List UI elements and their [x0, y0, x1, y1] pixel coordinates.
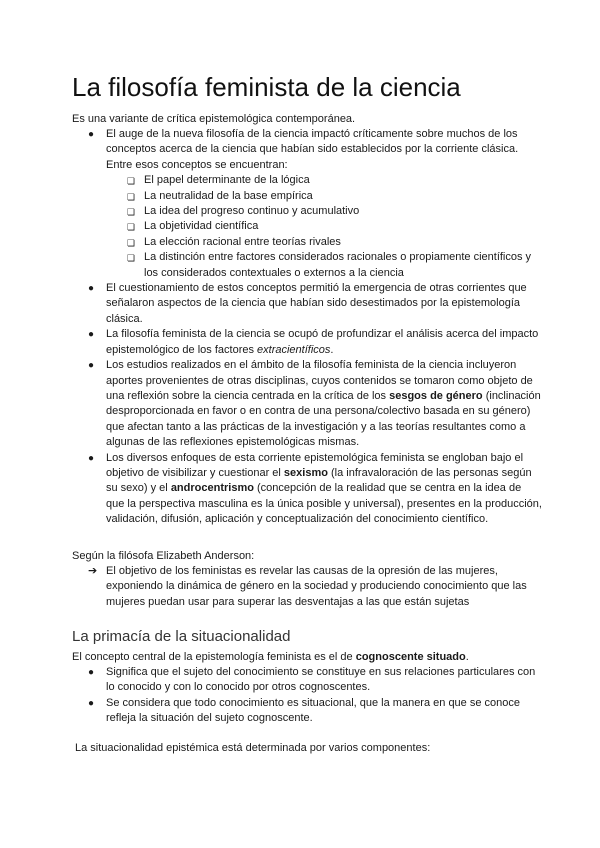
list-item: ● Los estudios realizados en el ámbito de la filosofía feminista de la ciencia incluyeron aportes provenientes de otras disciplinas, cuyos contenidos se tomaron como objeto de una reflexión sobre la ciencia centrada en la crítica de los sesgos de género (inclinación desproporcionada en favor o en contra de una persona/colectivo basada en su género) que afectan tanto a las prácticas de la investigación y a las teorías resultantes como a algunas de las reflexiones epistemológicas mismas.: [88, 359, 541, 449]
list-item: ● Significa que el sujeto del conocimiento se constituye en sus relaciones particulares con lo conocido y con lo conocido por otros cognoscentes.: [88, 666, 536, 694]
checkbox-square-icon: ❏: [127, 222, 136, 233]
list-item: ● Los diversos enfoques de esta corriente epistemológica feminista se engloban bajo el objetivo de visibilizar y cuestionar el sexismo (la infravaloración de las personas según su sexo) y el androcentrismo (concepción de la realidad que se centra en la idea de que la perspectiva masculina es la única posible y universal), presentes en la producción, validación, difusión, aplicación y conceptualización del conocimiento científico.: [88, 451, 542, 526]
checkbox-square-icon: ❏: [127, 237, 136, 248]
section2-closing: La situacionalidad epistémica está determinada por varios componentes:: [75, 742, 431, 754]
anderson-quote: [72, 564, 542, 610]
italic-term: extracientíficos: [257, 343, 331, 356]
bullet-dot-icon: ●: [88, 667, 95, 678]
list-item: ❏ La idea del progreso continuo y acumulativo: [72, 204, 542, 219]
section2-intro: El concepto central de la epistemología feminista es el de cognoscente situado.: [72, 651, 469, 663]
bullet-dot-icon: ●: [88, 452, 95, 464]
bullet-dot-icon: ●: [88, 329, 95, 341]
section-heading: La primacía de la situacionalidad: [72, 628, 291, 645]
bold-term: cognoscente situado: [355, 651, 466, 663]
page-title: La filosofía feminista de la ciencia: [72, 72, 461, 102]
checkbox-square-icon: ❏: [127, 176, 136, 187]
list-item: ❏ La neutralidad de la base empírica: [72, 189, 542, 204]
list-item: ❏ La elección racional entre teorías rivales: [72, 235, 542, 250]
anderson-intro: Según la filósofa Elizabeth Anderson:: [72, 550, 255, 562]
section2-bullet-list: [72, 665, 542, 727]
bold-term: sexismo: [283, 466, 328, 479]
intro-paragraph: Es una variante de crítica epistemológica contemporánea.: [72, 113, 356, 125]
arrow-right-icon: ➔: [88, 565, 98, 577]
bullet-dot-icon: ●: [88, 697, 95, 709]
list-item: ❏ El papel determinante de la lógica: [72, 173, 542, 188]
bold-term: androcentrismo: [170, 482, 254, 495]
list-item: ● La filosofía feminista de la ciencia se ocupó de profundizar el análisis acerca del impacto epistemológico de los factores extracientíficos.: [88, 328, 539, 356]
bullet-dot-icon: ●: [88, 360, 95, 372]
bold-term: sesgos de género: [389, 389, 483, 402]
checkbox-square-icon: ❏: [127, 253, 136, 264]
list-item: ❏ La objetividad científica: [72, 219, 542, 234]
bullet-dot-icon: ●: [88, 283, 95, 295]
sub-bullet-list: [72, 173, 542, 281]
list-item: ● Se considera que todo conocimiento es situacional, que la manera en que se conoce refleja la situación del sujeto cognoscente.: [88, 696, 520, 725]
bullet-dot-icon: ●: [88, 129, 95, 140]
list-item: ● El auge de la nueva filosofía de la ciencia impactó críticamente sobre muchos de los conceptos acerca de la ciencia que habían sido establecidos por la corriente clásica. Entre esos conceptos se encuentran:: [88, 128, 519, 171]
list-item: ➔ El objetivo de los feministas es revelar las causas de la opresión de las mujeres, exponiendo la dinámica de género en la sociedad y produciendo conocimiento que las mujeres puedan usar para superar las desventajas a las que están sujetas: [88, 565, 527, 608]
list-item: ❏ La distinción entre factores considerados racionales o propiamente científicos y los considerados contextuales o externos a la ciencia: [127, 251, 532, 279]
checkbox-square-icon: ❏: [127, 191, 136, 202]
main-bullet-list: [72, 127, 542, 528]
list-item: ● El cuestionamiento de estos conceptos permitió la emergencia de otras corrientes que señalaron aspectos de la ciencia que habían sido desestimados por la epistemología clásica.: [88, 282, 527, 325]
checkbox-square-icon: ❏: [127, 207, 136, 218]
